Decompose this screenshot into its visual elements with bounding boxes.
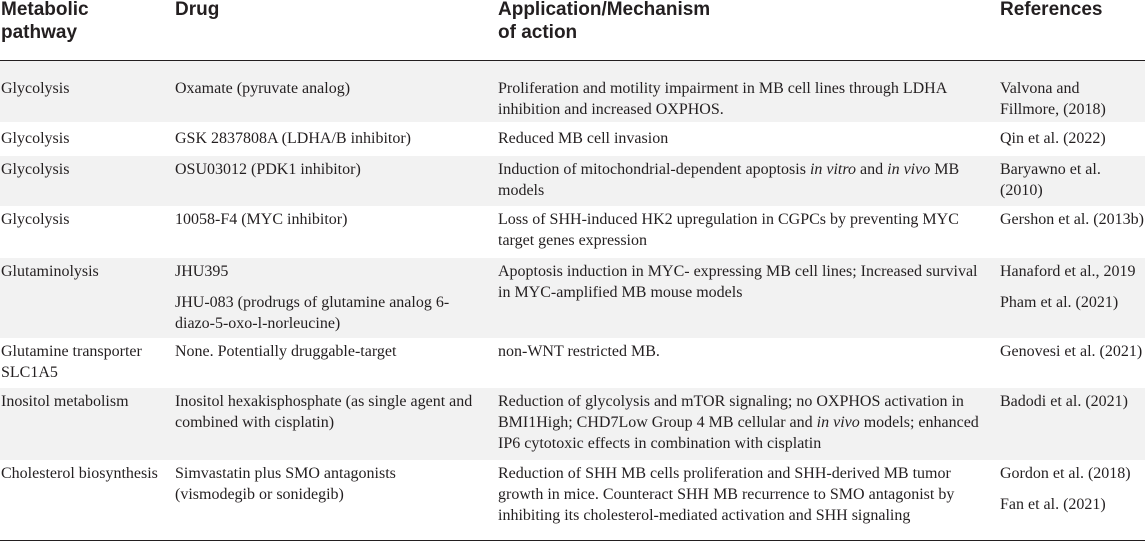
table-row xyxy=(0,206,1145,258)
cell-pathway: Glycolysis xyxy=(1,211,70,228)
cell-reference xyxy=(1000,463,1145,515)
cell-reference: Gershon et al. (2013b) xyxy=(1000,211,1144,228)
drug-line: JHU395 xyxy=(175,263,229,280)
header-pathway: Metabolic pathway xyxy=(1,0,89,43)
table-row xyxy=(0,156,1145,206)
cell-pathway: Glycolysis xyxy=(1,130,70,147)
cell-pathway: Glycolysis xyxy=(1,161,70,178)
table-row xyxy=(0,122,1145,156)
cell-mechanism: non-WNT restricted MB. xyxy=(498,343,660,360)
cell-mechanism: Reduction of SHH MB cells proliferation and SHH-derived MB tumor growth in mice. Counteract SHH MB recurrence to SMO antagonist by inhibiting its cholesterol-mediated activation and SHH signaling xyxy=(498,465,955,524)
cell-pathway: Inositol metabolism xyxy=(1,393,129,410)
cell-drug: 10058-F4 (MYC inhibitor) xyxy=(175,211,348,228)
cell-drug: None. Potentially druggable-target xyxy=(175,343,397,360)
cell-reference: Qin et al. (2022) xyxy=(1000,130,1106,147)
cell-mechanism: Reduced MB cell invasion xyxy=(498,130,669,147)
header-mechanism: Application/Mechanism of action xyxy=(498,0,711,43)
cell-drug: Simvastatin plus SMO antagonists (vismodegib or sonidegib) xyxy=(175,465,396,503)
cell-reference: Badodi et al. (2021) xyxy=(1000,393,1128,410)
header-references: References xyxy=(1000,0,1103,20)
table-row xyxy=(0,460,1145,540)
cell-reference: Baryawno et al. (2010) xyxy=(1000,161,1101,199)
cell-drug: Inositol hexakisphosphate (as single agent and combined with cisplatin) xyxy=(175,393,473,431)
table-row xyxy=(0,61,1145,122)
drug-line: JHU-083 (prodrugs of glutamine analog 6-diazo-5-oxo-l-norleucine) xyxy=(175,294,450,332)
bottom-rule xyxy=(0,540,1145,541)
cell-mechanism: Reduction of glycolysis and mTOR signaling; no OXPHOS activation in BMI1High; CHD7Low Group 4 MB cellular and in vivo models; enhanced IP6 cytotoxic effects in combination with cisplatin xyxy=(498,393,979,452)
cell-pathway: Glutamine transporter SLC1A5 xyxy=(1,343,142,381)
cell-drug: Oxamate (pyruvate analog) xyxy=(175,80,351,97)
table-header xyxy=(0,0,1145,60)
reference-line: Fan et al. (2021) xyxy=(1000,496,1106,513)
cell-mechanism: Induction of mitochondrial-dependent apoptosis in vitro and in vivo MB models xyxy=(498,161,960,199)
cell-reference: Genovesi et al. (2021) xyxy=(1000,343,1143,360)
cell-drug xyxy=(175,261,475,334)
cell-drug: OSU03012 (PDK1 inhibitor) xyxy=(175,161,361,178)
table-row xyxy=(0,388,1145,460)
table-row xyxy=(0,338,1145,388)
reference-line: Gordon et al. (2018) xyxy=(1000,465,1131,482)
cell-pathway: Glycolysis xyxy=(1,80,70,97)
reference-line: Pham et al. (2021) xyxy=(1000,294,1119,311)
cell-pathway: Cholesterol biosynthesis xyxy=(1,465,158,482)
cell-mechanism: Proliferation and motility impairment in MB cell lines through LDHA inhibition and increased OXPHOS. xyxy=(498,80,947,118)
cell-mechanism: Apoptosis induction in MYC- expressing MB cell lines; Increased survival in MYC-amplified MB mouse models xyxy=(498,263,978,301)
reference-line: Hanaford et al., 2019 xyxy=(1000,263,1136,280)
header-drug: Drug xyxy=(175,0,220,20)
cell-reference: Valvona and Fillmore, (2018) xyxy=(1000,80,1106,118)
cell-mechanism: Loss of SHH-induced HK2 upregulation in CGPCs by preventing MYC target genes expression xyxy=(498,211,959,249)
cell-drug: GSK 2837808A (LDHA/B inhibitor) xyxy=(175,130,411,147)
cell-reference xyxy=(1000,261,1145,313)
table-row xyxy=(0,258,1145,338)
cell-pathway: Glutaminolysis xyxy=(1,263,99,280)
